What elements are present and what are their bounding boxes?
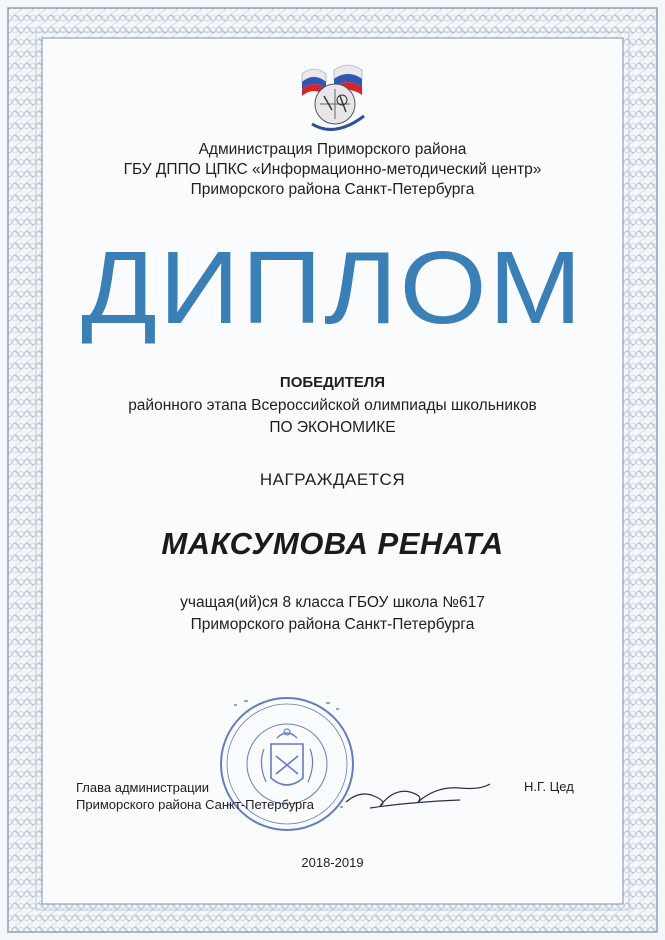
organization-line-3: Приморского района Санкт-Петербурга (190, 181, 475, 198)
official-seal (214, 694, 360, 834)
award-stage: районного этапа Всероссийской олимпиады школьников (128, 397, 537, 414)
olympiad-logo (290, 52, 380, 134)
diploma-title: ДИПЛОМ (81, 230, 584, 346)
signatory-position-line-2: Приморского района Санкт-Петербурга (76, 797, 314, 812)
student-info-line-1: учащая(ий)ся 8 класса ГБОУ школа №617 (180, 594, 485, 611)
signature (340, 772, 520, 822)
award-winner: ПОБЕДИТЕЛЯ (279, 374, 386, 391)
recipient-name: МАКСУМОВА РЕНАТА (161, 526, 504, 561)
organization-line-1: Администрация Приморского района (198, 141, 467, 158)
signatory-name: Н.Г. Цед (524, 779, 574, 794)
student-info-line-2: Приморского района Санкт-Петербурга (190, 616, 475, 633)
signatory-position (76, 779, 314, 813)
signatory-position-line-1: Глава администрации (76, 780, 210, 795)
award-subject: ПО ЭКОНОМИКЕ (269, 419, 396, 436)
academic-year: 2018-2019 (301, 855, 364, 870)
awarded-label: НАГРАЖДАЕТСЯ (259, 470, 406, 489)
organization-line-2: ГБУ ДППО ЦПКС «Информационно-методический центр» (123, 161, 542, 178)
